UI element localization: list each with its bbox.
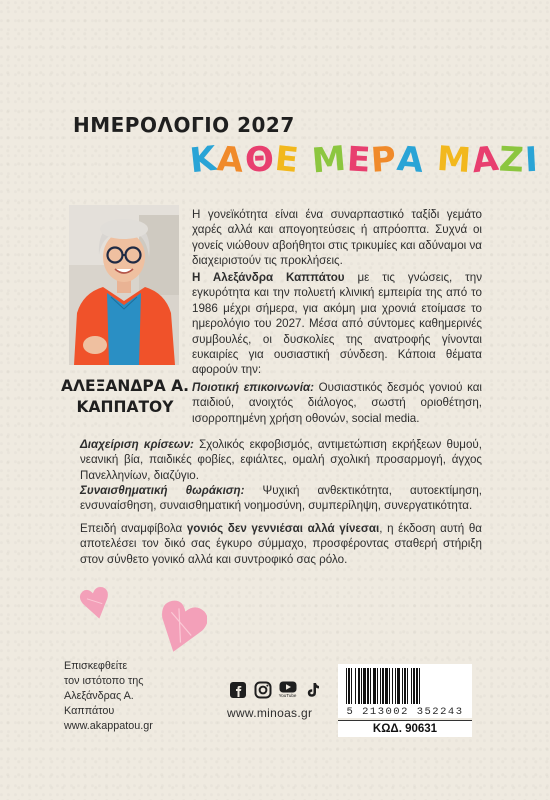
title-letter: Μ (309, 138, 349, 182)
barcode-bars (338, 664, 472, 708)
author-website-link[interactable]: www.akappatou.gr (64, 720, 153, 732)
visit-line3: Αλεξάνδρας Α. Καππάτου (64, 690, 134, 717)
title-letter: Α (394, 138, 426, 182)
crisis-heading: Διαχείριση κρίσεων: (80, 438, 194, 451)
emotional-heading: Συναισθηματική θωράκιση: (80, 484, 245, 497)
title-letter: Ε (345, 139, 372, 181)
author-paragraph-text: με τις γνώσεις, την εγκυρότητα και την πολυετή κλινική εμπειρία της από το 1986 μέχρι σήμερα, για ακόμη μια χρονιά ετοίμασε το ημερολόγιο του 2027. Μέσα από σύντομες καθημερινές συμβουλές, οι δυσκολίες της ανατροφής γίνονται ευκαιρίες για ουσιαστική σύνδεση. Κάποια θέματα αφορούν την: (192, 271, 483, 377)
title-letter: Ρ (369, 139, 399, 181)
visit-line2: τον ιστότοπο της (64, 675, 144, 687)
author-paragraph (192, 270, 482, 378)
closing-text-end: , η έκδοση αυτή θα αποτελέσει τον δικό σας έγκυρο σύμμαχο, προσφέροντας σταθερή στήριξη στον σύνθετο γονικό αλλά και συντροφικό σας ρόλο. (80, 522, 482, 566)
emotional-text: Ψυχική ανθεκτικότητα, αυτοεκτίμηση, ενσυναίσθηση, συναισθηματική νοημοσύνη, συμπερίληψη, συνεργατικότητα. (80, 484, 482, 513)
closing-text-start: Επειδή αναμφίβολα (80, 522, 187, 535)
author-name (61, 376, 189, 418)
product-code: ΚΩΔ. 90631 (338, 720, 472, 737)
youtube-icon[interactable] (278, 680, 297, 699)
facebook-icon[interactable] (228, 680, 247, 699)
crisis-text: Σχολικός εκφοβισμός, αντιμετώπιση εκρήξεων θυμού, νεανική βία, παιδικές φοβίες, εφιάλτες, ομαλή σχολική προσαρμογή, άγχος Πανελληνίων, διαζύγιο. (80, 438, 482, 482)
crisis-paragraph (80, 437, 482, 483)
publisher-website[interactable]: www.minoas.gr (227, 706, 313, 720)
main-title (187, 138, 540, 182)
title-letter: Θ (243, 139, 276, 181)
closing-paragraph (80, 521, 482, 567)
title-letter: Ε (272, 138, 301, 182)
author-highlight: Η Αλεξάνδρα Καππάτου (192, 271, 345, 284)
intro-paragraph: Η γονεϊκότητα είναι ένα συναρπαστικό ταξίδι γεμάτο χαρές αλλά και απογοητεύσεις ή απρόοπτα. Συχνά οι γονείς νιώθουν αβοήθητοι στις τρικυμίες και αδύναμοι να διαχειριστούν τις προκλήσεις. (192, 208, 482, 268)
author-name-line1: ΑΛΕΞΑΝΔΡΑ Α. (61, 377, 189, 395)
youtube-label: YouTube (278, 693, 297, 698)
series-title: ΗΜΕΡΟΛΟΓΙΟ 2027 (73, 113, 295, 137)
communication-paragraph (192, 380, 482, 426)
author-name-line2: ΚΑΠΠΑΤΟΥ (76, 398, 174, 416)
instagram-icon[interactable] (253, 680, 272, 699)
author-photo (69, 205, 179, 365)
social-icons (228, 680, 322, 699)
communication-heading: Ποιοτική επικοινωνία: (192, 381, 314, 394)
title-letter: Α (469, 138, 502, 182)
visit-line1: Επισκεφθείτε (64, 660, 128, 672)
heart-large-icon (155, 598, 207, 656)
title-letter: Κ (187, 138, 220, 182)
title-letter: Ι (523, 139, 540, 181)
tiktok-icon[interactable] (303, 680, 322, 699)
barcode-number: 5 213002 352243 (346, 706, 464, 718)
emotional-paragraph (80, 483, 482, 514)
author-website-info (64, 659, 184, 734)
closing-highlight: γονιός δεν γεννιέσαι αλλά γίνεσαι (186, 522, 380, 535)
communication-text: Ουσιαστικός δεσμός γονιού και παιδιού, ανοιχτός διάλογος, σωστή οριοθέτηση, ισορροπημένη χρήση οθονών, social media. (192, 381, 482, 425)
title-letter: Μ (435, 138, 474, 182)
title-letter: Α (215, 139, 247, 181)
title-letter: Ζ (497, 139, 526, 181)
title-letter (424, 140, 437, 180)
heart-small-icon (80, 585, 112, 621)
